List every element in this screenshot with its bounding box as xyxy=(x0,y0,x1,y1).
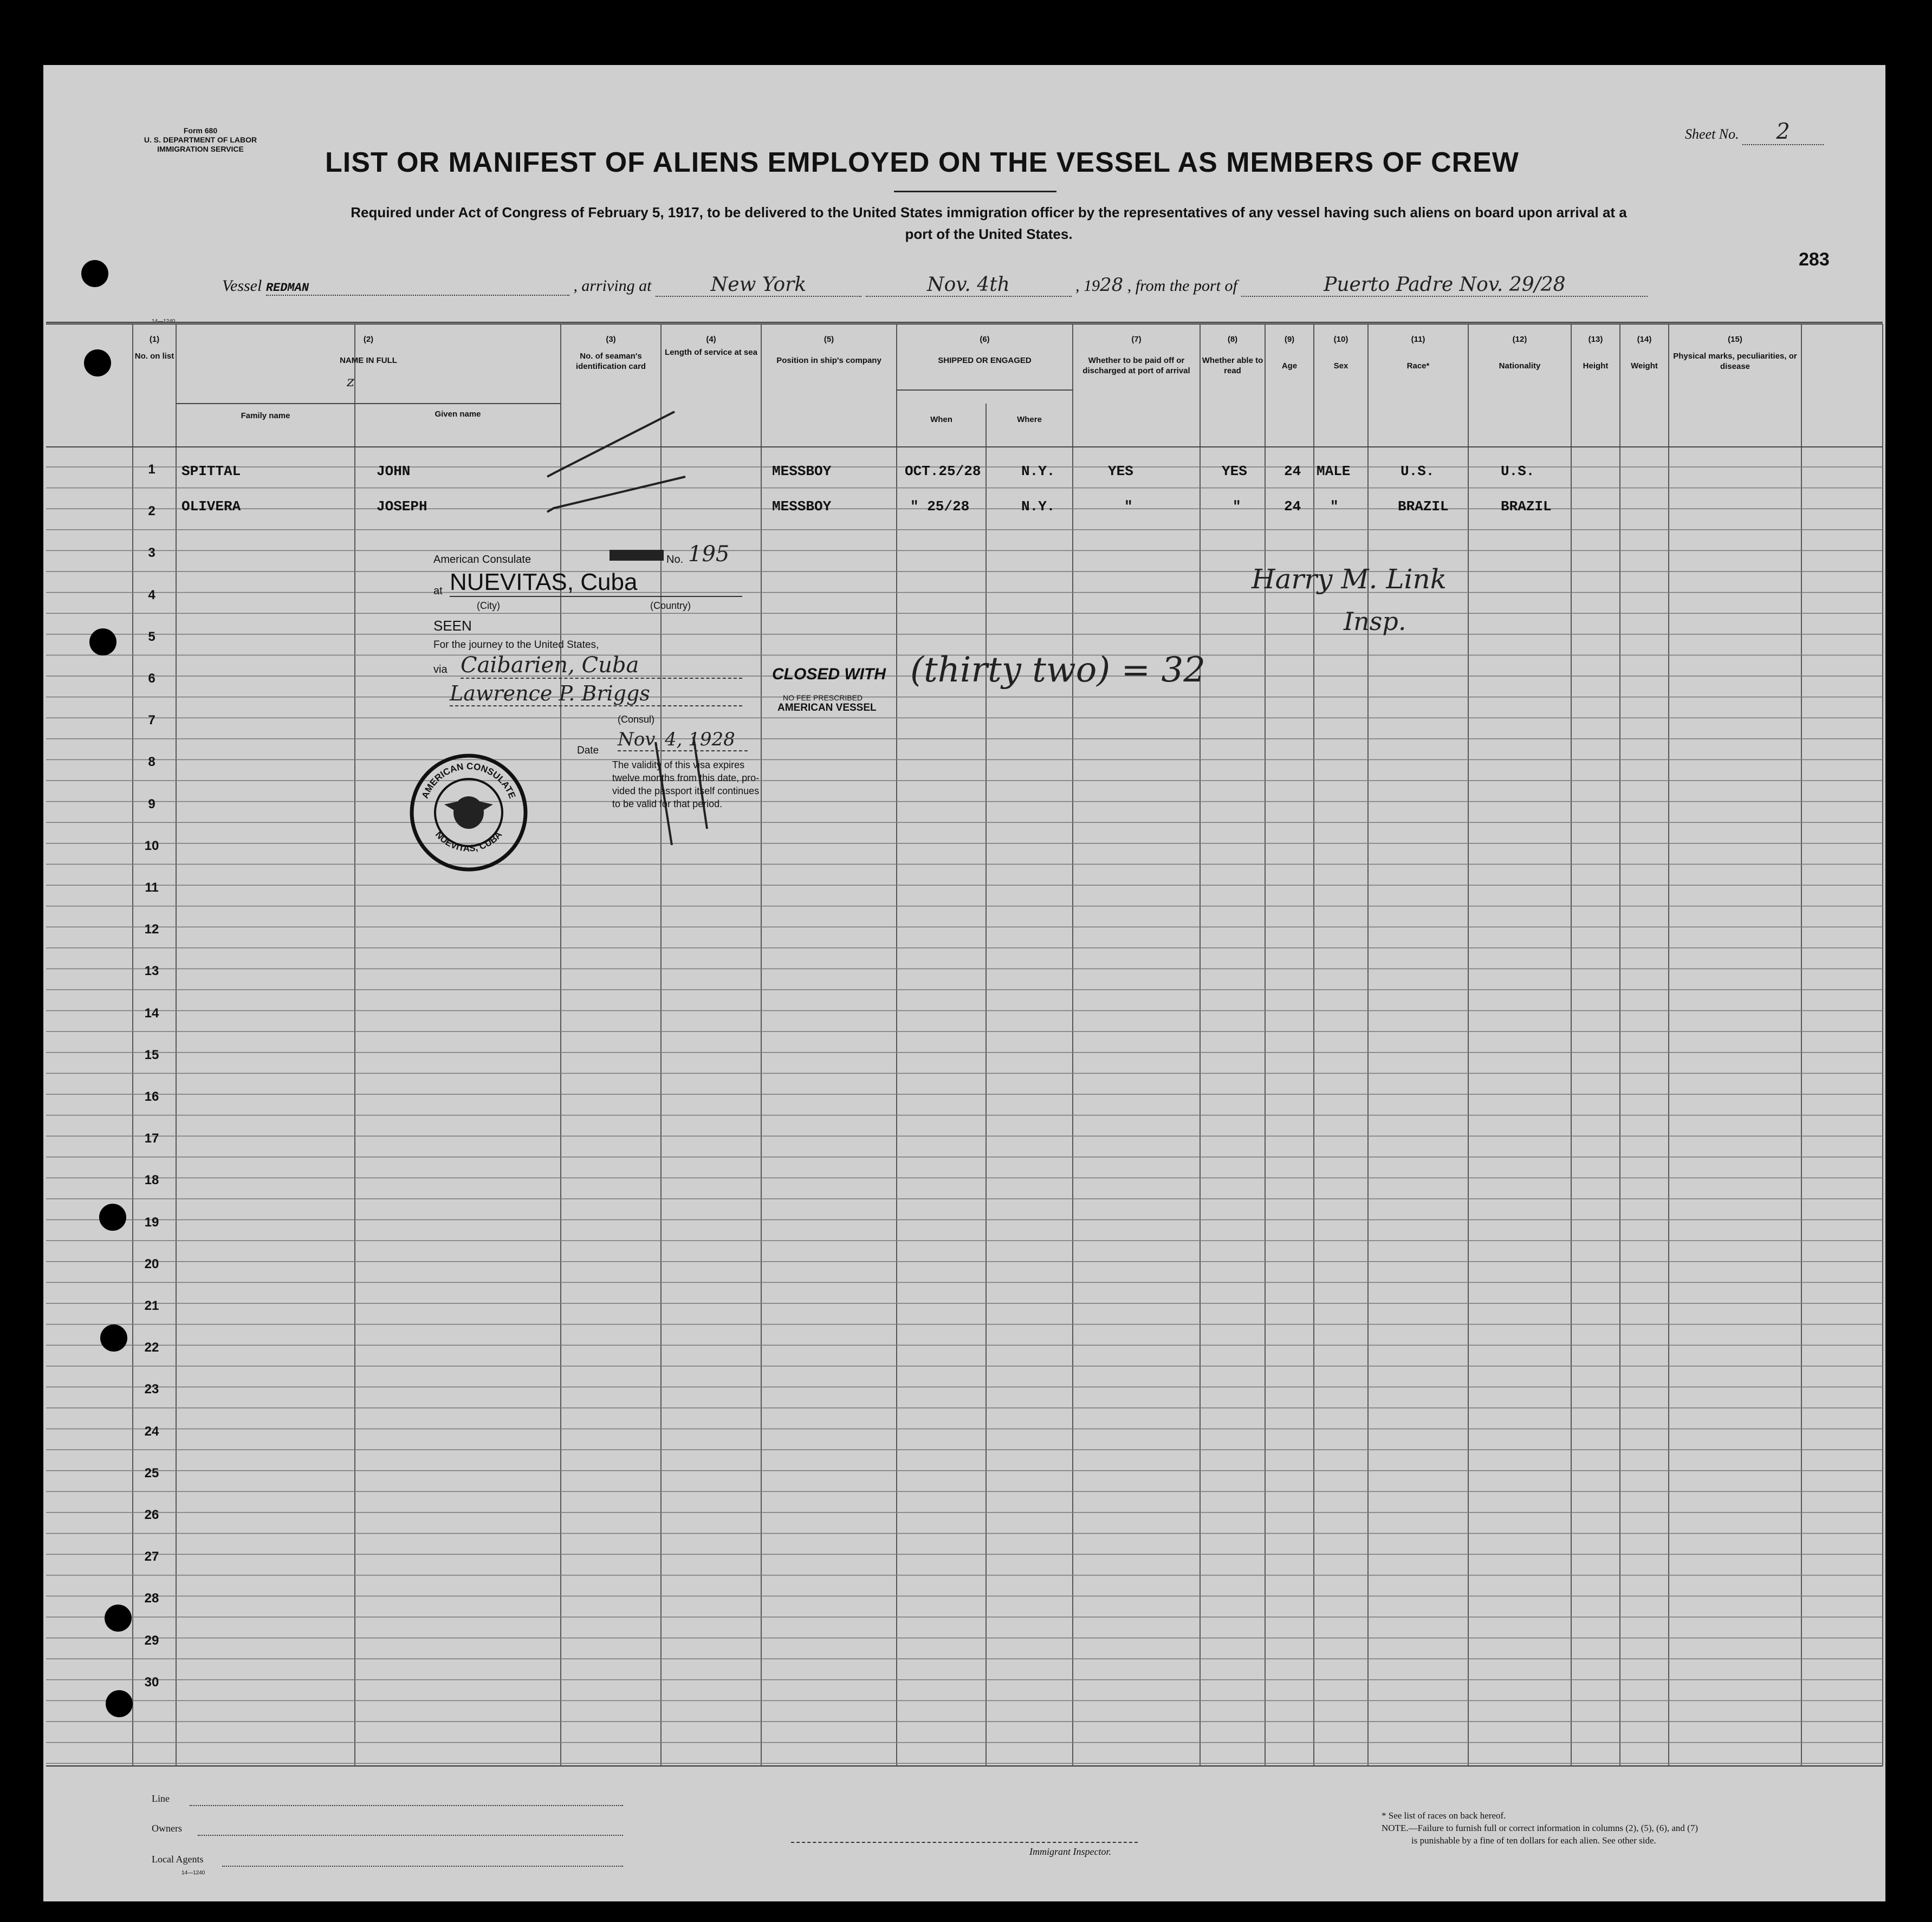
row-number: 29 xyxy=(144,1633,159,1648)
col3-header xyxy=(561,334,661,372)
visa-date: Nov. 4, 1928 xyxy=(618,729,748,751)
col3-label: No. of seaman's identification card xyxy=(575,352,646,371)
row-number: 27 xyxy=(144,1549,159,1564)
col12-number: (12) xyxy=(1512,335,1527,344)
col2-family-header: Family name xyxy=(241,411,290,420)
row-number: 14 xyxy=(144,1005,159,1021)
col11-label: Race* xyxy=(1406,361,1430,371)
date-label: Date xyxy=(577,745,599,756)
col13-header xyxy=(1571,334,1620,371)
seal-top-text: AMERICAN CONSULATE xyxy=(419,761,518,800)
col7-label: Whether to be paid off or discharged at port of arrival xyxy=(1082,356,1190,375)
row-number: 12 xyxy=(144,922,159,937)
immigrant-inspector-label: Immigrant Inspector. xyxy=(1029,1846,1111,1857)
consulate-city-country: NUEVITAS, Cuba xyxy=(450,569,742,597)
vessel-name: REDMAN xyxy=(266,281,569,296)
no-fee-label: NO FEE PRESCRIBED xyxy=(783,693,863,702)
page-title: LIST OR MANIFEST OF ALIENS EMPLOYED ON THE VESSEL AS MEMBERS OF CREW xyxy=(325,147,1519,178)
validity-line-2: twelve months from this date, pro- xyxy=(612,772,760,783)
consul-signature: Lawrence P. Briggs xyxy=(450,681,742,706)
row2-given-name: JOSEPH xyxy=(377,498,427,515)
col10-label: Sex xyxy=(1333,361,1348,371)
col6-header xyxy=(897,334,1073,366)
country-label: (Country) xyxy=(650,600,691,611)
consulate-label: American Consulate xyxy=(433,554,531,566)
col9-label: Age xyxy=(1281,361,1298,371)
row-number: 21 xyxy=(144,1298,159,1313)
col15-label: Physical marks, peculiarities, or disease xyxy=(1673,352,1797,371)
city-label: (City) xyxy=(477,600,500,611)
col6-where-header: Where xyxy=(1017,415,1042,424)
punch-hole xyxy=(84,349,111,376)
row1-position: MESSBOY xyxy=(772,463,832,479)
validity-note xyxy=(612,758,759,810)
col2-header xyxy=(176,334,561,366)
form-code-top: 14—1240 xyxy=(152,319,176,324)
row2-paid-off: " xyxy=(1124,498,1133,515)
col15-number: (15) xyxy=(1728,335,1742,344)
col12-label: Nationality xyxy=(1499,361,1541,371)
row-number: 8 xyxy=(148,755,155,770)
punch-hole xyxy=(106,1690,133,1717)
row-number: 3 xyxy=(148,546,155,561)
service-name: IMMIGRATION SERVICE xyxy=(157,145,244,153)
year-prefix: , 19 xyxy=(1075,277,1100,295)
col1-header xyxy=(133,334,176,361)
eagle-icon xyxy=(444,796,493,829)
row1-shipped-when: OCT.25/28 xyxy=(905,463,981,479)
inspector-signature-rule xyxy=(791,1842,1138,1843)
col4-header xyxy=(661,334,761,358)
row-number: 24 xyxy=(144,1424,159,1439)
col4-label: Length of service at sea xyxy=(665,348,757,357)
row2-family-name: OLIVERA xyxy=(181,498,241,515)
row-number: 19 xyxy=(144,1215,159,1230)
row-number: 13 xyxy=(144,964,159,979)
penalty-note-1: NOTE.—Failure to furnish full or correct information in columns (2), (5), (6), and (7) xyxy=(1382,1823,1698,1833)
footer-line-rule xyxy=(190,1805,623,1806)
column-lines xyxy=(133,324,1883,1766)
col5-label: Position in ship's company xyxy=(776,356,881,365)
from-label: , from the port of xyxy=(1127,277,1237,295)
page-number: 283 xyxy=(1799,249,1830,270)
validity-line-4: to be valid for that period. xyxy=(612,798,723,809)
form-number: Form 680 xyxy=(183,126,218,135)
footer-owners-label: Owners xyxy=(152,1823,182,1834)
row1-sex: MALE xyxy=(1317,463,1351,479)
col11-header xyxy=(1368,334,1468,371)
row1-paid-off: YES xyxy=(1108,463,1133,479)
via-label: via xyxy=(433,664,448,676)
at-label: at xyxy=(433,585,443,597)
subtitle-line-2: port of the United States. xyxy=(905,226,1073,242)
col14-header xyxy=(1620,334,1669,371)
form-code-bottom: 14—1240 xyxy=(181,1870,205,1876)
col9-header xyxy=(1265,334,1314,371)
arriving-label: , arriving at xyxy=(573,277,652,295)
row-number: 9 xyxy=(148,796,155,811)
row2-able-to-read: " xyxy=(1233,498,1241,515)
visa-no-value: 195 xyxy=(688,542,730,567)
row1-family-name: SPITTAL xyxy=(181,463,241,479)
subtitle-line-1: Required under Act of Congress of February 5, 1917, to be delivered to the United States immigration officer by the representatives of any vessel having such aliens on board upon arrival at a xyxy=(351,204,1627,220)
svg-text:NUEVITAS, CUBA xyxy=(433,829,504,854)
row-number: 11 xyxy=(145,880,159,895)
col1-number: (1) xyxy=(149,335,160,344)
row-number: 15 xyxy=(144,1047,159,1062)
row-number: 2 xyxy=(148,504,155,519)
visa-no-label: No. xyxy=(666,554,684,566)
inspector-title: Insp. xyxy=(1344,607,1406,636)
row-number: 20 xyxy=(144,1256,159,1271)
col8-number: (8) xyxy=(1227,335,1238,344)
departure-port: Puerto Padre Nov. 29/28 xyxy=(1241,274,1648,297)
row1-nationality: U.S. xyxy=(1501,463,1535,479)
row-number: 16 xyxy=(144,1089,159,1104)
row2-race: BRAZIL xyxy=(1398,498,1449,515)
row2-nationality: BRAZIL xyxy=(1501,498,1552,515)
row-number: 5 xyxy=(148,629,155,644)
col3-number: (3) xyxy=(606,335,616,344)
row-number: 4 xyxy=(148,587,155,602)
row1-race: U.S. xyxy=(1401,463,1435,479)
seen-label: SEEN xyxy=(433,618,472,634)
col7-header xyxy=(1073,334,1200,376)
footer-agents-label: Local Agents xyxy=(152,1854,204,1865)
consular-seal xyxy=(406,750,531,875)
row2-shipped-where: N.Y. xyxy=(1021,498,1055,515)
row-number: 6 xyxy=(148,671,155,686)
row-number: 18 xyxy=(144,1173,159,1188)
grid-frame xyxy=(46,322,1883,1766)
col2-label: NAME IN FULL xyxy=(340,356,397,365)
col4-number: (4) xyxy=(706,335,716,344)
row-number: 25 xyxy=(144,1465,159,1481)
punch-hole xyxy=(81,260,108,287)
punch-hole xyxy=(100,1324,127,1352)
validity-line-3: vided the passport itself continues xyxy=(612,785,760,796)
row2-position: MESSBOY xyxy=(772,498,832,515)
punch-hole xyxy=(105,1605,132,1632)
row1-given-name: JOHN xyxy=(377,463,411,479)
row-number: 10 xyxy=(144,838,159,853)
sheet-value: 2 xyxy=(1742,119,1824,145)
row-number: 30 xyxy=(144,1674,159,1690)
row-number: 1 xyxy=(148,462,155,477)
col2-given-header: Given name xyxy=(435,410,481,419)
crew-count-handwritten: (thirty two) = 32 xyxy=(910,650,1205,690)
col10-header xyxy=(1314,334,1368,371)
footer-agents-rule xyxy=(222,1866,623,1867)
col10-number: (10) xyxy=(1333,335,1348,344)
col15-header xyxy=(1669,334,1801,372)
row-number: 17 xyxy=(144,1131,159,1146)
american-vessel-label: AMERICAN VESSEL xyxy=(777,702,877,713)
col12-header xyxy=(1468,334,1571,371)
col7-number: (7) xyxy=(1131,335,1142,344)
row-number: 22 xyxy=(144,1340,159,1355)
inspector-signature: Harry M. Link xyxy=(1252,563,1447,595)
col5-number: (5) xyxy=(824,335,834,344)
arrival-year: 28 xyxy=(1100,274,1124,296)
via-port: Caibarien, Cuba xyxy=(461,653,742,679)
closed-with-label: CLOSED WITH xyxy=(772,665,886,683)
arrival-date: Nov. 4th xyxy=(866,274,1072,297)
col6-label: SHIPPED OR ENGAGED xyxy=(938,356,1032,365)
redaction-bar xyxy=(610,550,664,561)
punch-hole xyxy=(89,628,116,655)
row2-shipped-when: " 25/28 xyxy=(910,498,970,515)
row2-sex: " xyxy=(1330,498,1339,515)
col2-number: (2) xyxy=(363,335,374,344)
row1-shipped-where: N.Y. xyxy=(1021,463,1055,479)
col13-number: (13) xyxy=(1588,335,1603,344)
col11-number: (11) xyxy=(1411,335,1425,344)
footer-owners-rule xyxy=(198,1835,623,1836)
row1-age: 24 xyxy=(1284,463,1301,479)
col14-label: Weight xyxy=(1631,361,1658,371)
col8-header xyxy=(1200,334,1265,376)
journey-text: For the journey to the United States, xyxy=(433,639,599,651)
punch-hole xyxy=(99,1204,126,1231)
col9-number: (9) xyxy=(1284,335,1295,344)
col14-number: (14) xyxy=(1637,335,1652,344)
row-number: 28 xyxy=(144,1591,159,1606)
col8-label: Whether able to read xyxy=(1202,356,1263,375)
footer-line-label: Line xyxy=(152,1793,170,1804)
row2-age: 24 xyxy=(1284,498,1301,515)
consul-label: (Consul) xyxy=(618,714,655,725)
sheet-label: Sheet No. xyxy=(1685,126,1739,142)
seal-bottom-text: NUEVITAS, CUBA xyxy=(433,829,504,854)
col5-header xyxy=(761,334,897,366)
row-number: 23 xyxy=(144,1382,159,1397)
col1-label: No. on list xyxy=(134,352,174,361)
row-number: 26 xyxy=(144,1508,159,1522)
row1-able-to-read: YES xyxy=(1222,463,1247,479)
validity-line-1: The validity of this visa expires xyxy=(612,759,745,770)
manifest-sheet: Form 680 U. S. DEPARTMENT OF LABOR IMMIGRATION SERVICE Sheet No. 2 LIST OR MANIFEST OF ALIENS EMPLOYED ON THE VESSEL AS MEMBERS OF CREW Required under Act of Congress of February 5, 1917, to be delivered to the United States immigration officer by the representatives of any vessel having such aliens on board upon arrival at a port of the United States. 283 Vessel REDMAN , arriving at New York Nov. 4th , 1928 , from the port of Puerto Padre Nov. 29/28 14—1240 (1) No. on list (2) NAME IN FULL Family name Given name (3) No. of seaman's identification card (4) Length of service at sea (5) Position in ship's company (6) SHIPPED OR ENGAGED When Where (7) Whether to be paid off or discharged at port of arrival (8) Whether able to read (9) Age (10) Sex (11) Race* (12) Nationality (13) Height (14) Weight (15) Physical marks, peculiarities, or disease ᴢ 1 2 3 4 5 6 7 8 9 10 11 12 13 14 15 16 17 18 19 20 21 22 23 24 25 26 27 28 29 30 SPITTAL JOHN MESSBOY OCT.25/28 N.Y. YES YES 24 MALE U.S. U.S. OLIVERA JOSEPH MESSBOY " 25/28 N.Y. " " 24 " BRAZIL BRAZIL American Consulate No. 195 at NUEVITAS, Cuba (City) (Country) SEEN For the journey to the United States, via Caibarien, Cuba Lawrence P. Briggs (Consul) Date Nov. 4, 1928 The validity of this visa expires twelve months from this date, pro- vided the passport itself continues to be valid for that period. AMERICAN CONSULATE NUEVITAS, CUBA CLOSED WITH NO FEE PRESCRIBED AMERICAN VESSEL (thirty two) = 32 Harry M. Link Insp. Line Owners Local Agents 14—1240 Immigrant Inspector. * See list of races on back hereof. NOTE.—Failure to furnish full or correct information in columns (2), (5), (6), and (7) is punishable by a fine of ten dollars for each alien. See other side. xyxy=(43,65,1885,1901)
penalty-note-2: is punishable by a fine of ten dollars for each alien. See other side. xyxy=(1411,1835,1656,1846)
vessel-label: Vessel xyxy=(222,277,262,295)
footer-notes xyxy=(1382,1809,1698,1847)
col6-when-header: When xyxy=(930,415,952,424)
race-note: * See list of races on back hereof. xyxy=(1382,1810,1506,1821)
row-number: 7 xyxy=(148,713,155,728)
col6-number: (6) xyxy=(980,335,990,344)
col13-label: Height xyxy=(1583,361,1609,371)
department: U. S. DEPARTMENT OF LABOR xyxy=(144,135,257,144)
arriving-port: New York xyxy=(656,274,861,297)
